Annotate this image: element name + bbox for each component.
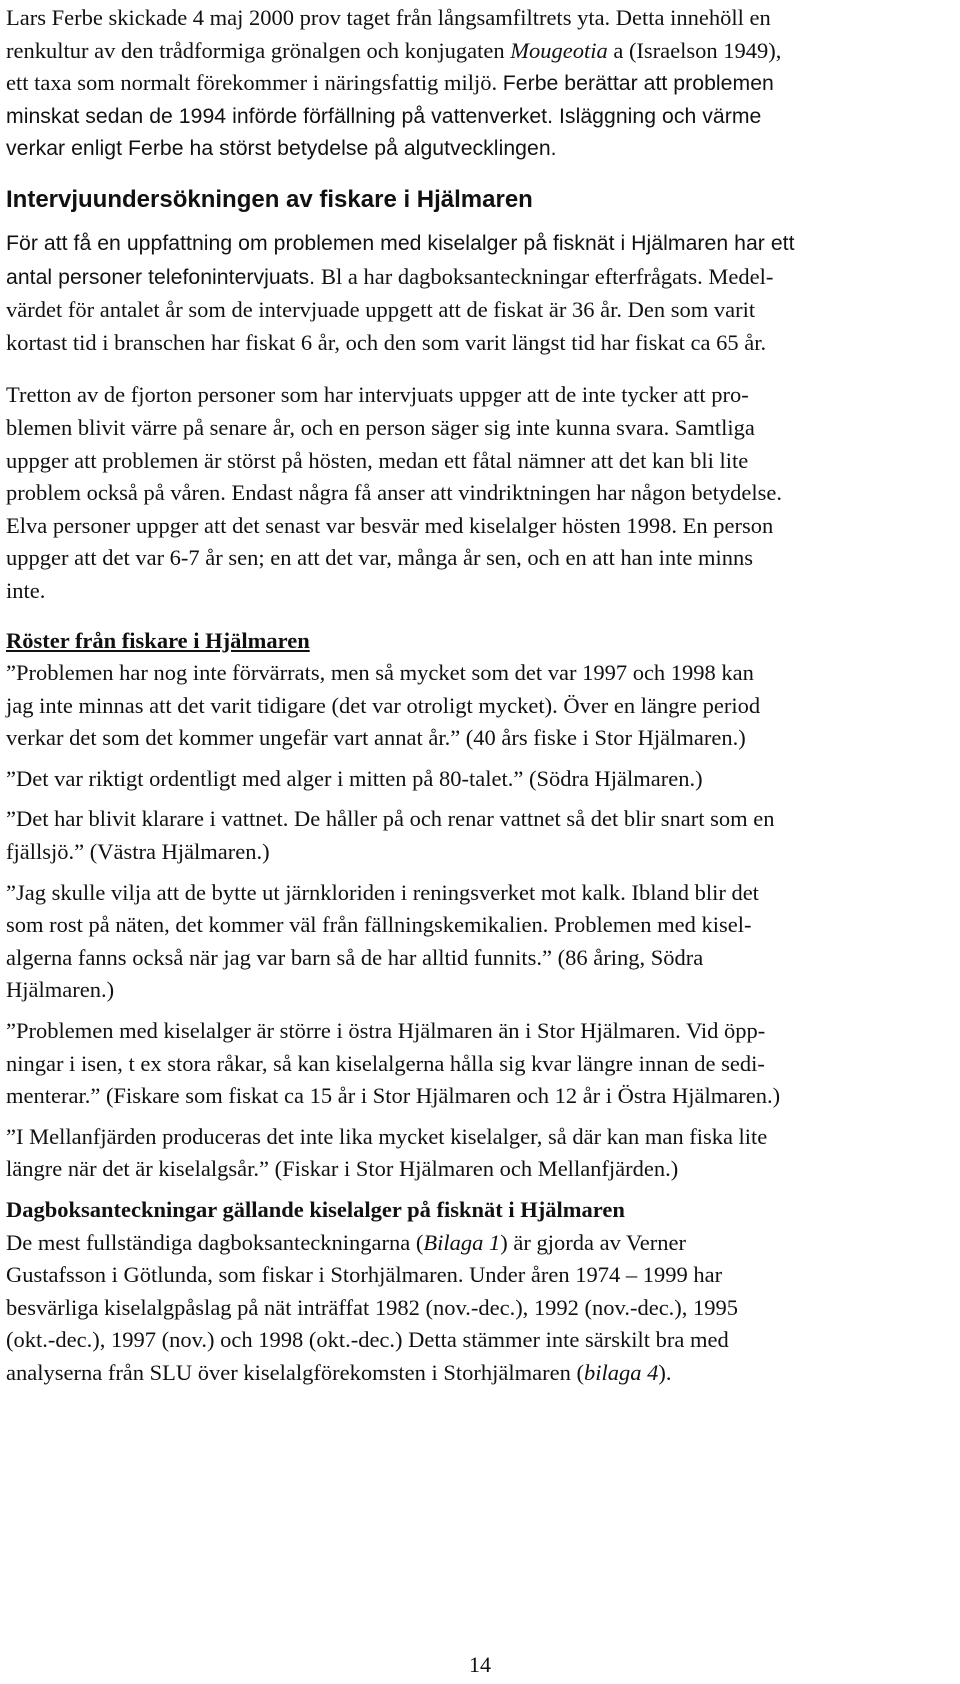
text-line: algerna fanns också när jag var barn så de har alltid funnits.” (86 åring, Södra [6, 944, 704, 970]
text-line: ”I Mellanfjärden produceras det inte lika mycket kiselalger, så där kan man fiska lite [6, 1123, 768, 1149]
document-page [6, 2, 956, 1390]
text-line: Hjälmaren.) [6, 977, 115, 1003]
quote-1 [6, 657, 956, 755]
text-span: ). [658, 1359, 672, 1385]
text-line [6, 67, 956, 101]
quote-2 [6, 763, 956, 796]
text-line: inte. [6, 577, 46, 603]
text-line: Gustafsson i Götlunda, som fiskar i Storhjälmaren. Under åren 1974 – 1999 har [6, 1262, 723, 1288]
text-span: a (Israelson 1949), [607, 37, 782, 63]
text-line: kortast tid i branschen har fiskat 6 år, och den som varit längst tid har fiskat ca 65 år. [6, 329, 767, 355]
text-span: De mest fullständiga dagboksanteckningarna ( [6, 1229, 424, 1255]
text-line: verkar det som det kommer ungefär vart annat år.” (40 års fiske i Stor Hjälmaren.) [6, 725, 746, 751]
text-line: minskat sedan de 1994 införde förfällning på vattenverket. Isläggning och värme [6, 104, 762, 128]
text-line: ”Problemen med kiselalger är större i östra Hjälmaren än i Stor Hjälmaren. Vid öpp- [6, 1018, 766, 1044]
section-heading-interviews: Intervjuundersökningen av fiskare i Hjälmaren [6, 185, 533, 213]
text-line: ”Problemen har nog inte förvärrats, men så mycket som det var 1997 och 1998 kan [6, 660, 754, 686]
text-line: ”Jag skulle vilja att de bytte ut järnkloriden i reningsverket mot kalk. Ibland blir det [6, 879, 759, 905]
italic-reference: Bilaga 1 [423, 1229, 501, 1255]
text-line: uppger att det var 6-7 år sen; en att det var, många år sen, och en att han inte minns [6, 545, 753, 571]
text-line: För att få en uppfattning om problemen med kiselalger på fisknät i Hjälmaren har ett [6, 231, 795, 255]
page-number: 14 [469, 1652, 491, 1677]
text-line: uppger att problemen är störst på hösten, medan ett fåtal nämner att det kan bli lite [6, 447, 749, 473]
text-line: Tretton av de fjorton personer som har intervjuats uppger att de inte tycker att pro- [6, 382, 749, 408]
interview-paragraph-1 [6, 228, 956, 359]
text-line: värdet för antalet år som de intervjuade uppgett att de fiskat är 36 år. Den som varit [6, 297, 756, 323]
quote-3 [6, 803, 956, 868]
italic-term: Mougeotia [510, 37, 608, 63]
text-line: längre när det är kiselalgsår.” (Fiskar i Stor Hjälmaren och Mellanfjärden.) [6, 1156, 679, 1182]
text-line [6, 2, 956, 35]
text-line: (okt.-dec.), 1997 (nov.) och 1998 (okt.-dec.) Detta stämmer inte särskilt bra med [6, 1327, 729, 1353]
text-span: antal personer telefonintervjuats. [6, 265, 322, 289]
text-span: renkultur av den trådformiga grönalgen och konjugaten [6, 37, 511, 63]
text-line: Elva personer uppger att det senast var besvär med kiselalger hösten 1998. En person [6, 512, 774, 538]
text-line: ”Det har blivit klarare i vattnet. De håller på och renar vattnet så det blir snart som en [6, 806, 775, 832]
text-line: ningar i isen, t ex stora råkar, så kan kiselalgerna hålla sig kvar längre innan de sedi- [6, 1050, 765, 1076]
section-heading-voices: Röster från fiskare i Hjälmaren [6, 627, 310, 653]
quote-4 [6, 877, 956, 1007]
intro-paragraph [6, 2, 956, 166]
text-line: blemen blivit värre på senare år, och en person säger sig inte kunna svara. Samtliga [6, 414, 755, 440]
text-line [6, 1357, 956, 1390]
text-span: ett taxa som normalt förekommer i näringsfattig miljö. [6, 70, 503, 96]
text-line: verkar enligt Ferbe ha störst betydelse på algutvecklingen. [6, 137, 557, 161]
text-line: menterar.” (Fiskare som fiskat ca 15 år i Stor Hjälmaren och 12 år i Östra Hjälmaren.) [6, 1083, 781, 1109]
text-line: ”Det var riktigt ordentligt med alger i mitten på 80-talet.” (Södra Hjälmaren.) [6, 765, 703, 791]
text-span: Lars Ferbe skickade 4 maj 2000 prov taget från långsamfiltrets yta. Detta innehöll en [6, 5, 771, 30]
text-line: besvärliga kiselalgpåslag på nät inträffat 1982 (nov.-dec.), 1992 (nov.-dec.), 1995 [6, 1294, 739, 1320]
text-line [6, 35, 956, 68]
text-line [6, 261, 956, 295]
interview-paragraph-2 [6, 379, 956, 607]
text-span: Bl a har dagboksanteckningar efterfrågats. Medel- [321, 263, 774, 289]
diary-paragraph [6, 1227, 956, 1390]
quote-6 [6, 1121, 956, 1186]
text-line [6, 1227, 956, 1260]
text-line: som rost på näten, det kommer väl från fällningskemikalien. Problemen med kisel- [6, 912, 752, 938]
text-span: Ferbe berättar att problemen [502, 72, 774, 96]
text-line: jag inte minnas att det varit tidigare (det var otroligt mycket). Över en längre period [6, 692, 761, 718]
text-line: problem också på våren. Endast några få anser att vindriktningen har någon betydelse. [6, 480, 782, 506]
italic-reference: bilaga 4 [583, 1359, 659, 1385]
text-span: analyserna från SLU över kiselalgförekomsten i Storhjälmaren ( [6, 1359, 584, 1385]
section-heading-diary: Dagboksanteckningar gällande kiselalger på fisknät i Hjälmaren [6, 1197, 625, 1222]
quote-5 [6, 1015, 956, 1113]
text-span: ) är gjorda av Verner [500, 1229, 686, 1255]
text-line: fjällsjö.” (Västra Hjälmaren.) [6, 839, 270, 865]
